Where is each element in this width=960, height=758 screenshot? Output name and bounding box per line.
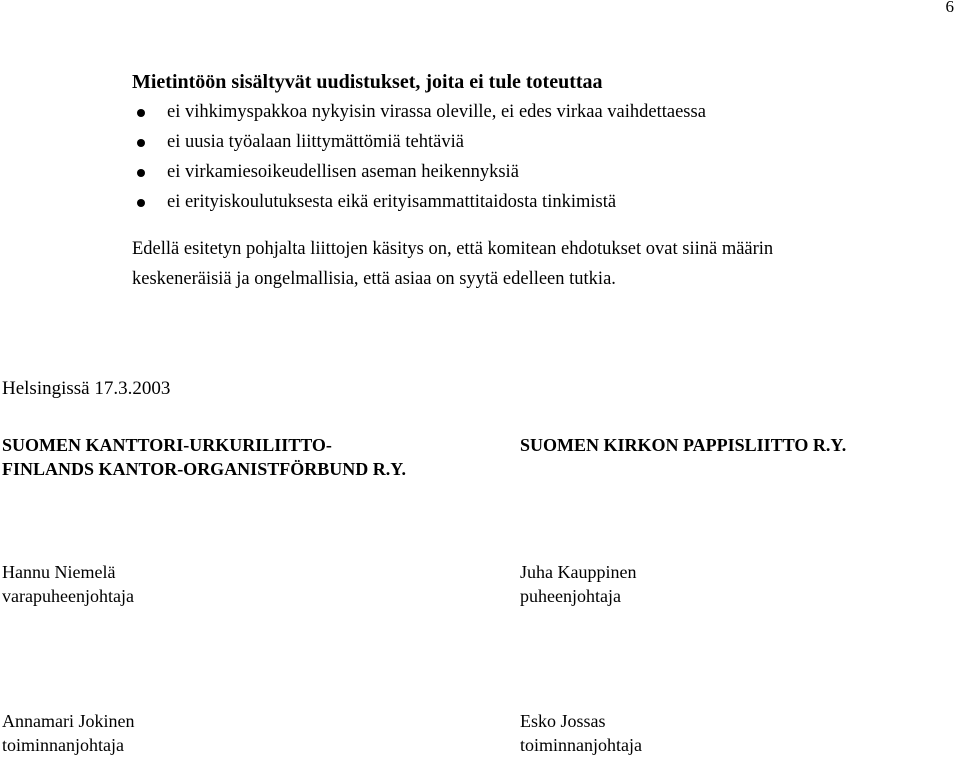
- organization-left: [2, 433, 406, 481]
- bullet-item: [132, 157, 960, 187]
- organization-left-line2: FINLANDS KANTOR-ORGANISTFÖRBUND R.Y.: [2, 459, 407, 479]
- signatory-block: [520, 709, 642, 757]
- bullet-text: ei uusia työalaan liittymättömiä tehtäviä: [167, 132, 464, 152]
- paragraph-line: keskeneräisiä ja ongelmallisia, että asiaa on syytä edelleen tutkia.: [132, 269, 616, 289]
- signatory-name: Hannu Niemelä: [2, 562, 116, 582]
- bullet-dot-icon: [137, 139, 145, 147]
- signatory-name: Juha Kauppinen: [520, 562, 637, 582]
- bullet-item: [132, 97, 960, 127]
- signatory-name: Annamari Jokinen: [2, 711, 135, 731]
- bullet-item: [132, 187, 960, 217]
- bullet-text: ei virkamiesoikeudellisen aseman heikennyksiä: [167, 162, 519, 182]
- bullet-text: ei vihkimyspakkoa nykyisin virassa oleville, ei edes virkaa vaihdettaessa: [167, 102, 706, 122]
- signatory-block: [2, 560, 134, 608]
- signatory-title: puheenjohtaja: [520, 586, 621, 606]
- bullet-dot-icon: [137, 109, 145, 117]
- page-number: 6: [945, 0, 954, 16]
- signatory-name: Esko Jossas: [520, 711, 606, 731]
- bullet-dot-icon: [137, 199, 145, 207]
- organization-left-line1: SUOMEN KANTTORI-URKURILIITTO-: [2, 435, 332, 455]
- bullet-dot-icon: [137, 169, 145, 177]
- document-body: [132, 68, 960, 294]
- signatory-block: [520, 560, 636, 608]
- paragraph-line: Edellä esitetyn pohjalta liittojen käsitys on, että komitean ehdotukset ovat siinä määrin: [132, 239, 774, 259]
- bullet-item: [132, 127, 960, 157]
- signatory-title: toiminnanjohtaja: [520, 735, 642, 755]
- place-and-date: Helsingissä 17.3.2003: [2, 378, 171, 399]
- section-heading: Mietintöön sisältyvät uudistukset, joita ei tule toteuttaa: [132, 71, 603, 93]
- signatory-title: varapuheenjohtaja: [2, 586, 134, 606]
- signatory-block: [2, 709, 134, 757]
- conclusion-paragraph: [132, 234, 960, 294]
- organization-right: SUOMEN KIRKON PAPPISLIITTO R.Y.: [520, 435, 847, 455]
- bullet-text: ei erityiskoulutuksesta eikä erityisammattitaidosta tinkimistä: [167, 192, 617, 212]
- signatory-title: toiminnanjohtaja: [2, 735, 124, 755]
- bullet-list: [132, 97, 960, 217]
